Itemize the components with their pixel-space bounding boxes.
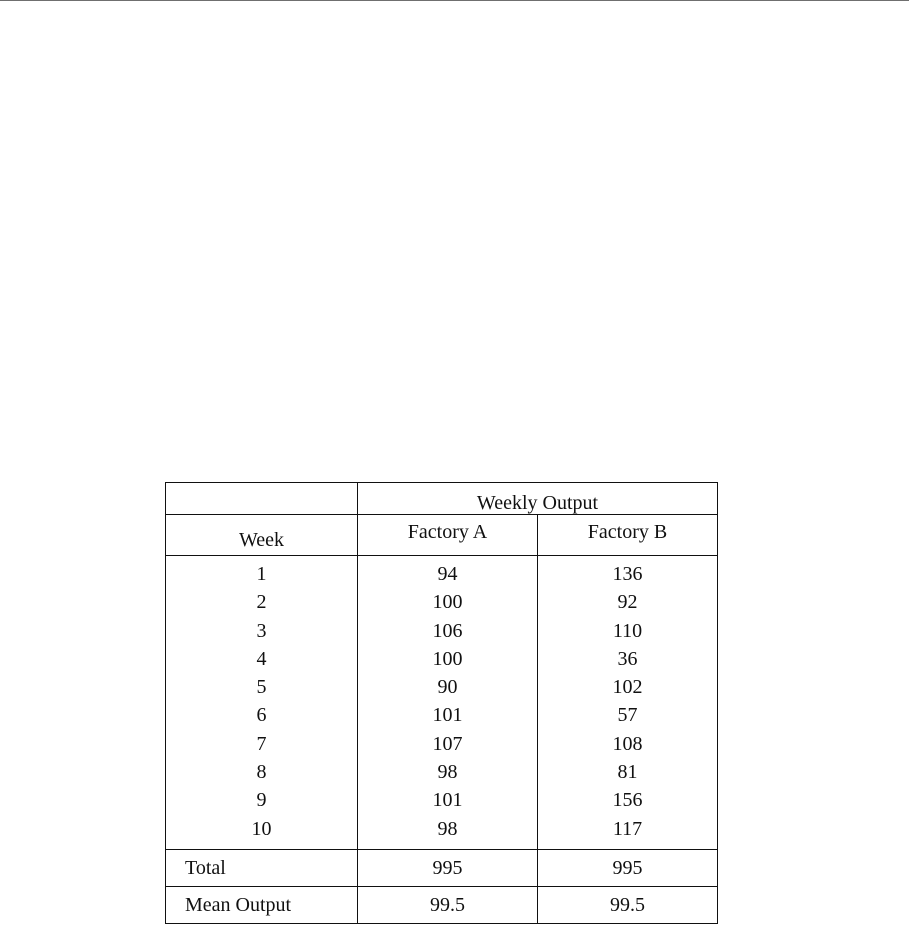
factory-a-header-cell [358, 515, 538, 556]
factory-a-value: 94 [437, 563, 458, 585]
mean-label-cell [166, 886, 358, 923]
column-header-row [166, 515, 718, 556]
factory-a-value: 107 [432, 732, 463, 755]
week-column-header: Week [238, 529, 285, 551]
factory-a-column-header: Factory A [407, 521, 488, 543]
factory-b-value: 110 [612, 619, 643, 642]
weekly-data-row [166, 556, 718, 850]
factory-a-value: 106 [432, 619, 463, 642]
mean-output-label: Mean Output [185, 893, 292, 916]
total-factory-b-value: 995 [612, 856, 643, 879]
factory-b-value: 156 [612, 789, 643, 812]
factory-a-value: 100 [432, 647, 463, 670]
factory-b-column-header: Factory B [587, 521, 668, 543]
week-number: 5 [256, 676, 267, 699]
weekly-output-header-cell [358, 483, 718, 515]
factory-a-value: 101 [432, 789, 463, 812]
factory-b-value: 57 [617, 704, 638, 727]
factory-b-value: 117 [612, 817, 643, 840]
week-number: 6 [256, 704, 267, 727]
total-label-cell [166, 849, 358, 886]
group-header-row [166, 483, 718, 515]
weekly-output-header: Weekly Output [476, 492, 599, 514]
factory-a-values-cell [358, 556, 538, 850]
factory-b-value: 92 [617, 591, 638, 614]
week-number: 10 [251, 817, 272, 840]
factory-b-value: 36 [617, 647, 638, 670]
total-factory-a-cell [358, 849, 538, 886]
weekly-output-table-container [165, 482, 718, 924]
factory-b-values-cell [538, 556, 718, 850]
week-number: 8 [256, 761, 267, 784]
weekly-output-table [165, 482, 718, 924]
mean-factory-b-value: 99.5 [610, 893, 645, 916]
factory-a-value: 98 [437, 817, 458, 840]
factory-a-value: 90 [437, 676, 458, 699]
total-label: Total [185, 856, 226, 879]
mean-output-row [166, 886, 718, 923]
week-header-cell [166, 515, 358, 556]
factory-b-value: 102 [612, 676, 643, 699]
factory-b-value: 108 [612, 732, 643, 755]
week-numbers-cell [166, 556, 358, 850]
factory-b-value: 81 [617, 761, 638, 784]
factory-a-value: 101 [432, 704, 463, 727]
factory-b-value: 136 [612, 563, 643, 585]
week-number: 1 [256, 563, 267, 585]
factory-b-header-cell [538, 515, 718, 556]
total-factory-b-cell [538, 849, 718, 886]
week-number: 4 [256, 647, 267, 670]
mean-factory-b-cell [538, 886, 718, 923]
week-number: 9 [256, 789, 267, 812]
total-row [166, 849, 718, 886]
factory-a-value: 100 [432, 591, 463, 614]
top-divider [0, 0, 909, 1]
empty-corner-cell [166, 483, 358, 515]
week-number: 3 [256, 619, 267, 642]
week-number: 2 [256, 591, 267, 614]
week-number: 7 [256, 732, 267, 755]
total-factory-a-value: 995 [432, 856, 463, 879]
mean-factory-a-value: 99.5 [430, 893, 465, 916]
mean-factory-a-cell [358, 886, 538, 923]
factory-a-value: 98 [437, 761, 458, 784]
